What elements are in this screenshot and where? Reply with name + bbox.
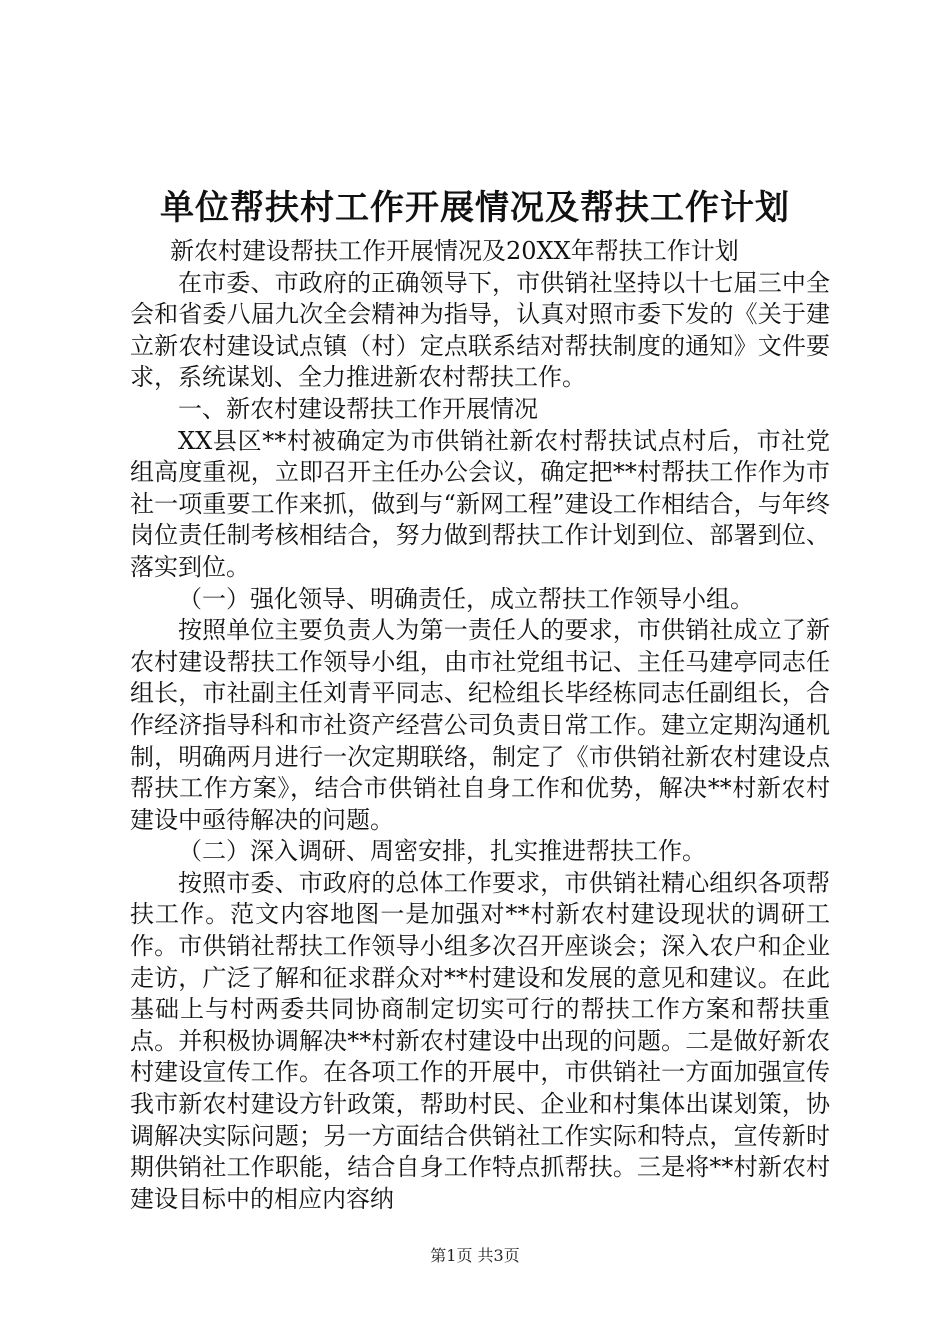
body-paragraph: 按照市委、市政府的总体工作要求，市供销社精心组织各项帮扶工作。范文内容地图一是加强对**村新农村建设现状的调研工作。市供销社帮扶工作领导小组多次召开座谈会；深入农户和企业走访，广泛了解和征求群众对**村建设和发展的意见和建议。在此基础上与村两委共同协商制定切实可行的帮扶工作方案和帮扶重点。并积极协调解决**村新农村建设中出现的问题。二是做好新农村建设宣传工作。在各项工作的开展中，市供销社一方面加强宣传我市新农村建设方针政策，帮助村民、企业和村集体出谋划策，协调解决实际问题；另一方面结合供销社工作实际和特点，宣传新时期供销社工作职能，结合自身工作特点抓帮扶。三是将**村新农村建设目标中的相应内容纳 — [130, 868, 830, 1213]
body-paragraph: 按照单位主要负责人为第一责任人的要求，市供销社成立了新农村建设帮扶工作领导小组，由市社党组书记、主任马建亭同志任组长，市社副主任刘青平同志、纪检组长毕经栋同志任副组长，合作经济指导科和市社资产经营公司负责日常工作。建立定期沟通机制，明确两月进行一次定期联络，制定了《市供销社新农村建设点帮扶工作方案》，结合市供销社自身工作和优势，解决**村新农村建设中亟待解决的问题。 — [130, 616, 830, 834]
body-paragraph: XX县区**村被确定为市供销社新农村帮扶试点村后，市社党组高度重视，立即召开主任办公会议，确定把**村帮扶工作作为市社一项重要工作来抓，做到与“新网工程”建设工作相结合，与年终岗位责任制考核相结合，努力做到帮扶工作计划到位、部署到位、落实到位。 — [130, 426, 830, 581]
section-heading-1: 一、新农村建设帮扶工作开展情况 — [178, 394, 538, 423]
page-number-footer: 第1页 共3页 — [430, 1246, 520, 1265]
intro-paragraph: 在市委、市政府的正确领导下，市供销社坚持以十七届三中全会和省委八届九次全会精神为指导，认真对照市委下发的《关于建立新农村建设试点镇（村）定点联系结对帮扶制度的通知》文件要求，系统谋划、全力推进新农村帮扶工作。 — [130, 268, 830, 392]
subsection-heading-1: （一）强化领导、明确责任，成立帮扶工作领导小组。 — [178, 584, 754, 613]
document-title: 单位帮扶村工作开展情况及帮扶工作计划 — [160, 188, 790, 228]
document-subtitle: 新农村建设帮扶工作开展情况及20XX年帮扶工作计划 — [170, 237, 739, 265]
document-body — [130, 236, 830, 1215]
subsection-heading-2: （二）深入调研、周密安排，扎实推进帮扶工作。 — [178, 837, 706, 866]
